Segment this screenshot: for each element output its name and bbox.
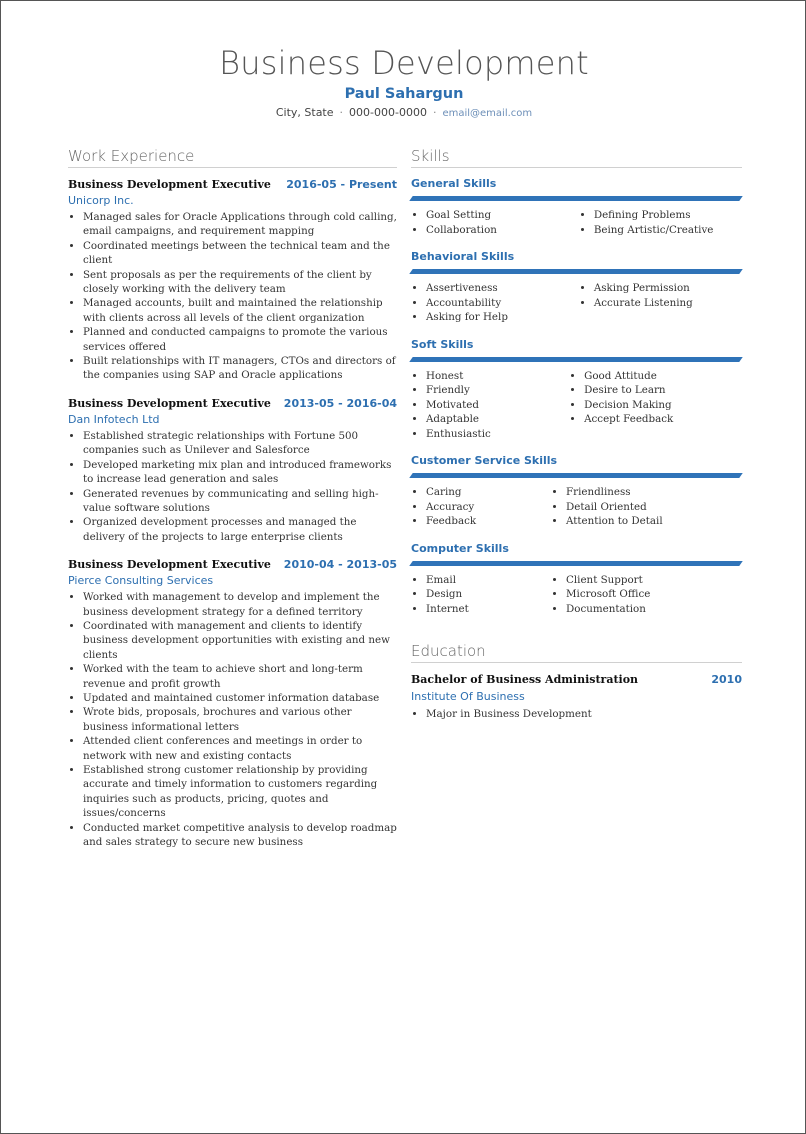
list-item: • Updated and maintained customer information database bbox=[83, 691, 397, 705]
list-item: • Friendly bbox=[426, 383, 569, 398]
list-item: • Documentation bbox=[566, 602, 726, 617]
phone: 000-000-0000 bbox=[349, 106, 427, 119]
list-item: • Generated revenues by communicating and selling high-value software solutions bbox=[83, 487, 397, 516]
skill-group bbox=[411, 250, 742, 325]
list-item: • Established strong customer relationship by providing accurate and timely information to customers regarding inquiries such as products, pricing, quotes and issues/concerns bbox=[83, 763, 397, 821]
school-name: Institute Of Business bbox=[411, 690, 525, 703]
graduation-year: 2010 bbox=[711, 673, 742, 686]
skill-group-title: Behavioral Skills bbox=[411, 250, 515, 263]
candidate-name: Paul Sahargun bbox=[344, 86, 464, 102]
skill-list bbox=[579, 208, 742, 237]
list-item: • Adaptable bbox=[426, 412, 569, 427]
list-item: • Goal Setting bbox=[426, 208, 579, 223]
skill-divider-bar bbox=[409, 196, 743, 201]
separator: · bbox=[339, 106, 344, 119]
list-item: • Email bbox=[426, 573, 551, 588]
education-entry bbox=[411, 673, 742, 721]
list-item: • Friendliness bbox=[566, 485, 726, 500]
skill-group bbox=[411, 338, 742, 442]
email-link[interactable]: email@email.com bbox=[442, 108, 533, 119]
separator: · bbox=[432, 106, 437, 119]
skill-group-title: General Skills bbox=[411, 177, 497, 190]
skill-columns bbox=[411, 573, 742, 617]
list-item: • Wrote bids, proposals, brochures and various other business informational letters bbox=[83, 705, 397, 734]
skill-list bbox=[411, 485, 551, 529]
education-heading: Education bbox=[411, 642, 742, 663]
skill-groups bbox=[411, 177, 742, 616]
list-item: • Accurate Listening bbox=[594, 296, 742, 311]
skill-divider-bar bbox=[409, 269, 743, 274]
list-item: • Managed sales for Oracle Applications through cold calling, email campaigns, and requirement mapping bbox=[83, 210, 397, 239]
work-experience-heading: Work Experience bbox=[68, 147, 397, 168]
job-entry bbox=[68, 397, 397, 544]
list-item: • Asking for Help bbox=[426, 310, 579, 325]
job-bullets bbox=[68, 429, 397, 544]
list-item: • Attention to Detail bbox=[566, 514, 726, 529]
job-title: Business Development Executive bbox=[68, 396, 271, 410]
list-item: • Developed marketing mix plan and introduced frameworks to increase lead generation and sales bbox=[83, 458, 397, 487]
contact-line bbox=[1, 106, 806, 119]
list-item: • Design bbox=[426, 587, 551, 602]
skill-list bbox=[551, 485, 726, 529]
job-entry bbox=[68, 178, 397, 383]
company-name: Dan Infotech Ltd bbox=[68, 412, 160, 426]
education-bullets bbox=[411, 707, 742, 721]
list-item: • Accountability bbox=[426, 296, 579, 311]
list-item: • Client Support bbox=[566, 573, 726, 588]
skill-list bbox=[411, 369, 569, 442]
list-item: • Coordinated with management and clients to identify business development opportunities with existing and new clients bbox=[83, 619, 397, 662]
skill-divider-bar bbox=[409, 357, 743, 362]
location: City, State bbox=[275, 106, 334, 119]
skill-list bbox=[569, 369, 742, 442]
list-item: • Conducted market competitive analysis to develop roadmap and sales strategy to secure new business bbox=[83, 821, 397, 850]
skill-group bbox=[411, 454, 742, 529]
resume-title: Business Development bbox=[219, 44, 589, 82]
list-item: • Honest bbox=[426, 369, 569, 384]
list-item: • Worked with the team to achieve short and long-term revenue and profit growth bbox=[83, 662, 397, 691]
list-item: • Asking Permission bbox=[594, 281, 742, 296]
list-item: • Feedback bbox=[426, 514, 551, 529]
company-name: Pierce Consulting Services bbox=[68, 574, 214, 588]
skill-list bbox=[411, 573, 551, 617]
skill-divider-bar bbox=[409, 561, 743, 566]
degree: Bachelor of Business Administration bbox=[411, 673, 639, 686]
skill-group-title: Soft Skills bbox=[411, 337, 474, 351]
list-item: • Coordinated meetings between the technical team and the client bbox=[83, 239, 397, 268]
list-item: • Being Artistic/Creative bbox=[594, 223, 742, 238]
skill-group bbox=[411, 542, 742, 617]
skill-list bbox=[579, 281, 742, 325]
list-item: • Established strategic relationships with Fortune 500 companies such as Unilever and Salesforce bbox=[83, 429, 397, 458]
right-column bbox=[411, 147, 742, 721]
list-item: • Accept Feedback bbox=[584, 412, 742, 427]
company-name: Unicorp Inc. bbox=[68, 194, 134, 207]
job-bullets bbox=[68, 590, 397, 849]
list-item: • Defining Problems bbox=[594, 208, 742, 223]
job-list bbox=[68, 178, 397, 849]
skill-columns bbox=[411, 281, 742, 325]
resume-header bbox=[1, 43, 806, 119]
list-item: • Assertiveness bbox=[426, 281, 579, 296]
skill-group-title: Customer Service Skills bbox=[411, 454, 558, 467]
skill-group bbox=[411, 177, 742, 237]
list-item: • Enthusiastic bbox=[426, 427, 569, 442]
job-title: Business Development Executive bbox=[68, 558, 271, 572]
job-title: Business Development Executive bbox=[68, 178, 271, 191]
skill-columns bbox=[411, 369, 742, 442]
skill-list bbox=[411, 281, 579, 325]
work-experience-column bbox=[68, 147, 397, 849]
skill-columns bbox=[411, 208, 742, 237]
skill-list bbox=[551, 573, 726, 617]
list-item: • Managed accounts, built and maintained the relationship with clients across all levels of the client organization bbox=[83, 296, 397, 325]
list-item: • Organized development processes and managed the delivery of the projects to large enterprise clients bbox=[83, 515, 397, 544]
list-item: • Caring bbox=[426, 485, 551, 500]
list-item: • Accuracy bbox=[426, 500, 551, 515]
list-item: • Collaboration bbox=[426, 223, 579, 238]
skill-columns bbox=[411, 485, 742, 529]
list-item: • Detail Oriented bbox=[566, 500, 726, 515]
list-item: • Good Attitude bbox=[584, 369, 742, 384]
list-item: • Motivated bbox=[426, 398, 569, 413]
list-item: • Built relationships with IT managers, CTOs and directors of the companies using SAP and Oracle applications bbox=[83, 354, 397, 383]
list-item: • Major in Business Development bbox=[426, 707, 742, 721]
list-item: • Attended client conferences and meetings in order to network with new and existing contacts bbox=[83, 734, 397, 763]
skill-divider-bar bbox=[409, 473, 743, 478]
list-item: • Microsoft Office bbox=[566, 587, 726, 602]
list-item: • Sent proposals as per the requirements of the client by closely working with the delivery team bbox=[83, 268, 397, 297]
list-item: • Worked with management to develop and implement the business development strategy for a defined territory bbox=[83, 590, 397, 619]
list-item: • Decision Making bbox=[584, 398, 742, 413]
list-item: • Planned and conducted campaigns to promote the various services offered bbox=[83, 325, 397, 354]
skills-heading: Skills bbox=[411, 147, 742, 168]
job-entry bbox=[68, 558, 397, 849]
skill-group-title: Computer Skills bbox=[411, 541, 509, 555]
job-dates: 2013-05 - 2016-04 bbox=[283, 396, 397, 410]
job-dates: 2010-04 - 2013-05 bbox=[283, 558, 397, 572]
job-dates: 2016-05 - Present bbox=[286, 178, 397, 191]
job-bullets bbox=[68, 210, 397, 383]
list-item: • Internet bbox=[426, 602, 551, 617]
list-item: • Desire to Learn bbox=[584, 383, 742, 398]
skill-list bbox=[411, 208, 579, 237]
